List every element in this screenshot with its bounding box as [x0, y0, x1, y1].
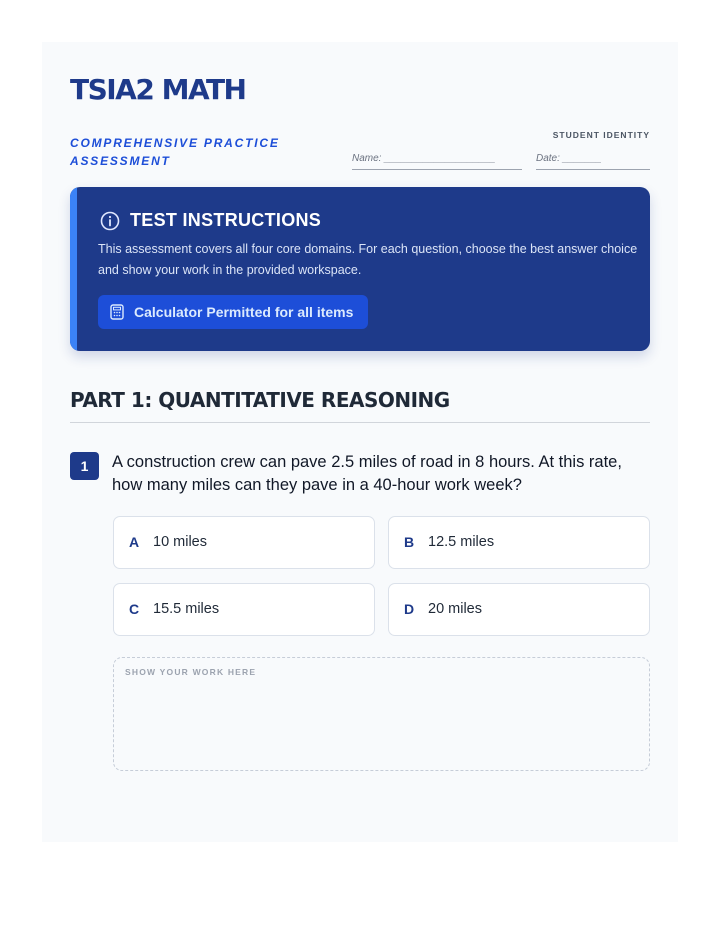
choice-letter: C — [129, 601, 140, 617]
student-identity-label: STUDENT IDENTITY — [552, 130, 650, 140]
calculator-badge — [98, 295, 368, 329]
question-number: 1 — [70, 452, 99, 480]
answer-choice-a[interactable] — [113, 516, 375, 569]
choice-letter: B — [404, 534, 415, 550]
question-text: A construction crew can pave 2.5 miles of road in 8 hours. At this rate, how many miles can they pave in a 40-hour work week? — [112, 453, 622, 494]
calculator-icon — [110, 304, 124, 320]
part-divider — [70, 422, 650, 423]
choice-text: 10 miles — [153, 534, 207, 550]
name-field[interactable]: Name: ____________________ — [352, 152, 522, 170]
choice-letter: D — [404, 601, 415, 617]
choice-text: 20 miles — [428, 601, 482, 617]
instructions-title: TEST INSTRUCTIONS — [130, 210, 322, 230]
instructions-card — [70, 187, 650, 351]
instructions-text: This assessment covers all four core domains. For each question, choose the best answer choice and show your work in the provided workspace. — [98, 242, 638, 277]
work-area[interactable] — [113, 657, 650, 771]
part-heading: PART 1: QUANTITATIVE REASONING — [70, 388, 450, 412]
choice-text: 12.5 miles — [428, 534, 495, 550]
answer-choice-b[interactable] — [388, 516, 650, 569]
answer-choice-d[interactable] — [388, 583, 650, 636]
assessment-sheet — [42, 42, 678, 842]
date-field[interactable]: Date: _______ — [536, 152, 650, 170]
header — [70, 72, 650, 168]
choice-letter: A — [129, 534, 140, 550]
choice-text: 15.5 miles — [153, 601, 220, 617]
work-area-label: SHOW YOUR WORK HERE — [125, 667, 257, 677]
answer-choice-c[interactable] — [113, 583, 375, 636]
page-subtitle: COMPREHENSIVE PRACTICE ASSESSMENT — [70, 136, 280, 168]
calculator-label: Calculator Permitted for all items — [134, 304, 354, 320]
page-title: TSIA2 MATH — [70, 73, 246, 106]
info-icon — [100, 211, 120, 231]
